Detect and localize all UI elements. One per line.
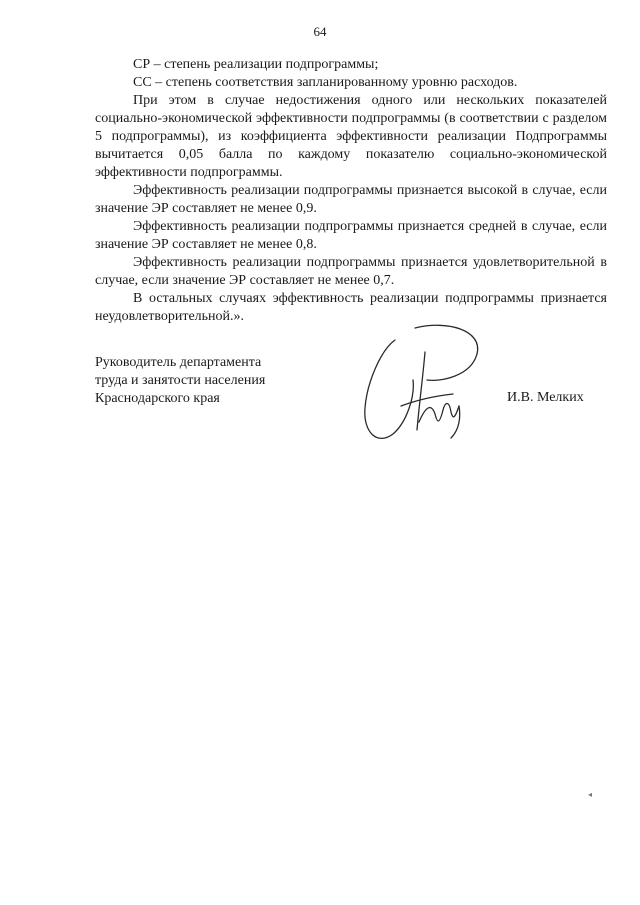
signatory-title xyxy=(95,354,295,408)
paragraph-penalty-rule: При этом в случае недостижения одного или нескольких показателей социально-экономической эффективности подпрограммы (в соответствии с разделом 5 подпрограммы), из коэффициента эффективности реализации Подпрограммы вычитается 0,05 балла по каждому показателю социально-экономической эффективности подпрограммы. xyxy=(95,93,607,180)
paragraph-satisfactory-efficiency: Эффективность реализации подпрограммы признается удовлетворительной в случае, если значение ЭР составляет не менее 0,7. xyxy=(95,255,607,288)
corner-mark: ◂ xyxy=(588,790,593,799)
paragraph-ss-definition: СС – степень соответствия запланированному уровню расходов. xyxy=(133,75,518,90)
signatory-title-line: Руководитель департамента xyxy=(95,355,262,370)
signatory-name: И.В. Мелких xyxy=(507,390,584,405)
paragraph-unsatisfactory-efficiency: В остальных случаях эффективность реализации подпрограммы признается неудовлетворительной.». xyxy=(95,291,607,324)
page-number: 64 xyxy=(313,24,327,39)
body-text xyxy=(95,56,607,326)
paragraph-high-efficiency: Эффективность реализации подпрограммы признается высокой в случае, если значение ЭР составляет не менее 0,9. xyxy=(95,183,607,216)
signatory-title-line: труда и занятости населения xyxy=(95,373,266,388)
paragraph-medium-efficiency: Эффективность реализации подпрограммы признается средней в случае, если значение ЭР составляет не менее 0,8. xyxy=(95,219,607,252)
signatory-title-line: Краснодарского края xyxy=(95,391,220,406)
handwritten-signature xyxy=(355,322,495,452)
paragraph-sr-definition: СР – степень реализации подпрограммы; xyxy=(133,57,379,72)
